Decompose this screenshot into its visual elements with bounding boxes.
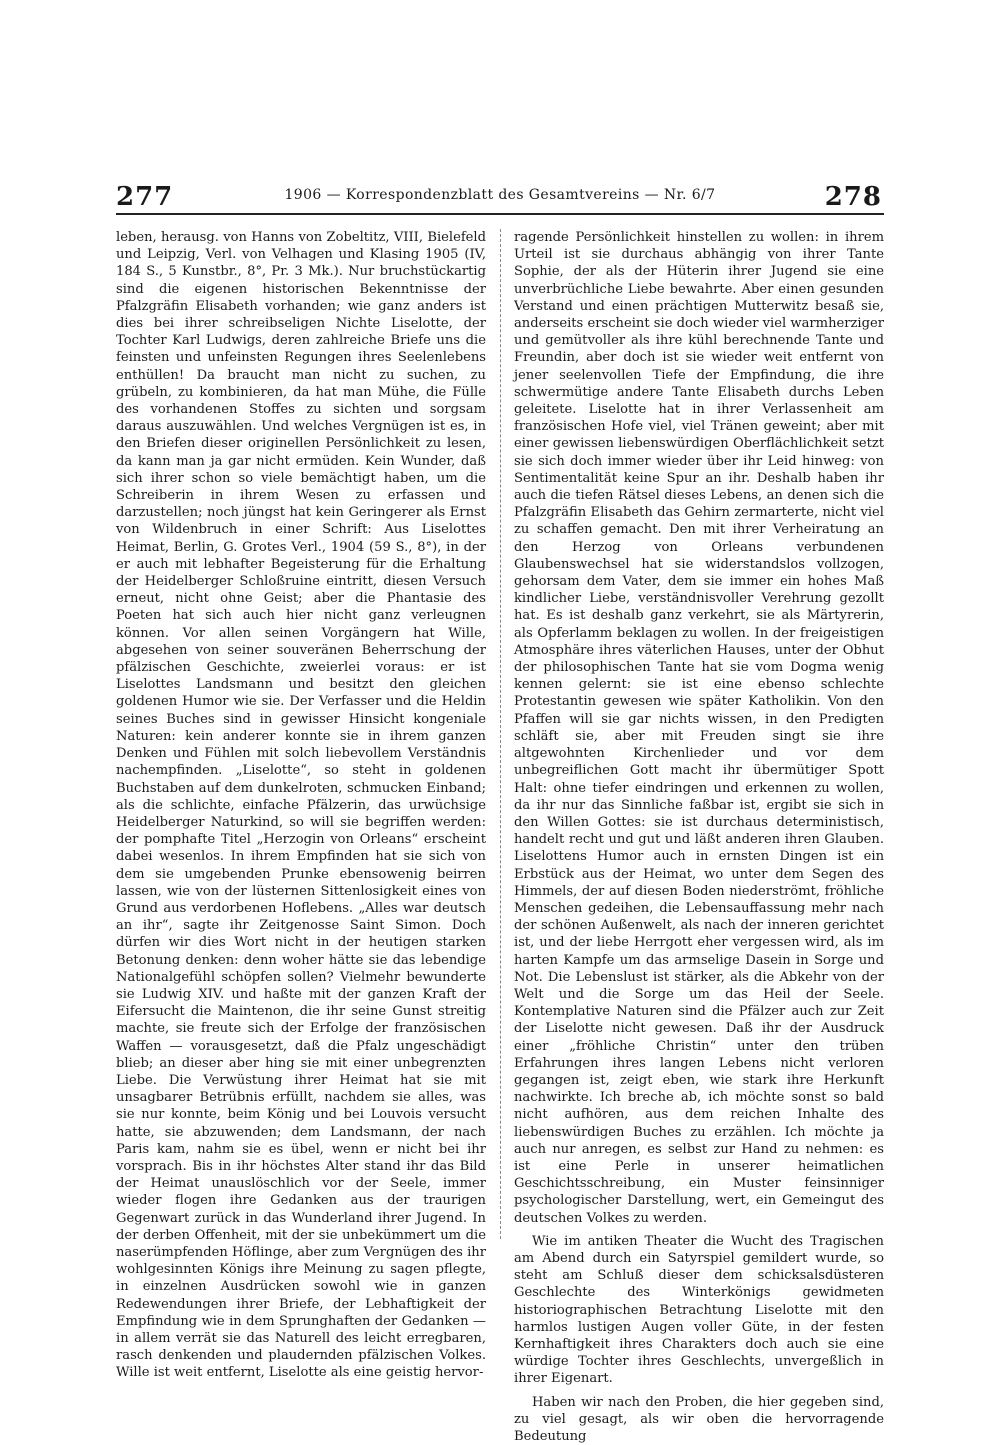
header-rule — [116, 213, 884, 215]
column-divider — [500, 229, 501, 1239]
paragraph: leben, herausg. von Hanns von Zobeltitz, VIII, Bielefeld und Leipzig, Verl. von Velhagen und Klasing 1905 (IV, 184 S., 5 Kunstbr., 8°, Pr. 3 Mk.). Nur bruchstückartig sind die eigenen historischen Bekenntnisse der Pfalzgräfin Elisabeth vorhanden; wie ganz anders ist dies bei ihrer schreibseligen Nichte Liselotte, der Tochter Karl Ludwigs, deren zahlreiche Briefe uns die feinsten und unfeinsten Regungen ihres Seelenlebens enthüllen! Da braucht man nicht zu suchen, zu grübeln, zu kombinieren, da hat man Mühe, die Fülle des vorhandenen Stoffes zu sichten und sorgsam daraus auszuwählen. Und welches Vergnügen ist es, in den Briefen dieser originellen Persönlichkeit zu lesen, da kann man ja gar nicht ermüden. Kein Wunder, daß sich ihrer schon so viele bemächtigt haben, um die Schreiberin in ihrem Wesen zu erfassen und darzustellen; noch jüngst hat kein Geringerer als Ernst von Wildenbruch in einer Schrift: Aus Liselottes Heimat, Berlin, G. Grotes Verl., 1904 (59 S., 8°), in der er auch mit lebhafter Begeisterung für die Erhaltung der Heidelberger Schloßruine eintritt, diesen Versuch erneut, nicht ohne Geist; aber die Phantasie des Poeten hat sich auch hier nicht ganz verleugnen können. Vor allen seinen Vorgängern hat Wille, abgesehen von seiner souveränen Beherrschung der pfälzischen Geschichte, zweierlei voraus: er ist Liselottes Landsmann und besitzt den gleichen goldenen Humor wie sie. Der Verfasser und die Heldin seines Buches sind in gewisser Hinsicht kongeniale Naturen: kein anderer konnte sie in ihrem ganzen Denken und Fühlen mit solch liebevollem Verständnis nachempfinden. „Liselotte“, so steht in goldenen Buchstaben auf dem dunkelroten, schmucken Einband; als die schlichte, einfache Pfälzerin, das urwüchsige Heidelberger Naturkind, so will sie begriffen werden: der pomphafte Titel „Herzogin von Orleans“ erscheint dabei wesenlos. In ihrem Empfinden hat sie sich von dem sie umgebenden Prunke ebensowenig beirren lassen, wie von der lüsternen Sittenlosigkeit eines von Grund aus verdorbenen Hoflebens. „Alles war deutsch an ihr“, sagte ihr Zeitgenosse Saint Simon. Doch dürfen wir dies Wort nicht in der heutigen starken Betonung denken: denn woher hätte sie das lebendige Nationalgefühl schöpfen sollen? Vielmehr bewunderte sie Ludwig XIV. und haßte mit der ganzen Kraft der Eifersucht die Maintenon, die ihr seine Gunst streitig machte, sie freute sich der Erfolge der französischen Waffen — vorausgesetzt, daß die Pfalz ungeschädigt blieb; an dieser aber hing sie mit einer unbegrenzten Liebe. Die Verwüstung ihrer Heimat hat sie mit unsagbarer Betrübnis erfüllt, nachdem sie alles, was sie nur konnte, beim König und bei Louvois versucht hatte, sie abzuwenden; dem Landsmann, der nach Paris kam, nahm sie es übel, wenn er nicht bei ihr vorsprach. Bis in ihr höchstes Alter stand ihr das Bild der Heimat unauslöschlich vor der Seele, immer wieder flogen ihre Gedanken aus der traurigen Gegenwart zurück in das Wunderland ihrer Jugend. In der derben Offenheit, mit der sie unbekümmert um die naserümpfenden Höflinge, aber zum Vergnügen des ihr wohlgesinnten Königs ihre Meinung zu sagen pflegte, in einzelnen Ausdrücken sowohl wie in ganzen Redewendungen ihrer Briefe, der Lebhaftigkeit der Empfindung wie in dem Sprunghaften der Gedanken — in allem verrät sie das Naturell des leicht erregbaren, rasch denkenden und plaudernden pfälzischen Volkes. Wille ist weit entfernt, Liselotte als eine geistig hervor- — [116, 230, 486, 1381]
page-number-left: 277 — [116, 182, 174, 212]
running-head: 1906 — Korrespondenzblatt des Gesamtvereins — Nr. 6/7 — [284, 187, 716, 203]
paragraph: Haben wir nach den Proben, die hier gegeben sind, zu viel gesagt, als wir oben die hervorragende Bedeutung — [514, 1394, 884, 1445]
left-column — [116, 229, 486, 1381]
page-number-right: 278 — [824, 182, 882, 212]
paragraph: Wie im antiken Theater die Wucht des Tragischen am Abend durch ein Satyrspiel gemildert wurde, so steht am Schluß dieser dem schicksalsdüsteren Geschlechte des Winterkönigs gewidmeten historiographischen Betrachtung Liselotte mit den harmlos lustigen Augen voller Güte, in der festen Kernhaftigkeit ihres Charakters doch auch sie eine würdige Tochter ihres Geschlechts, unvergeßlich in ihrer Eigenart. — [514, 1233, 884, 1387]
paragraph: ragende Persönlichkeit hinstellen zu wollen: in ihrem Urteil ist sie durchaus abhängig von ihrer Tante Sophie, der als der Hüterin ihrer Jugend sie eine unverbrüchliche Liebe bewahrte. Aber einen gesunden Verstand und einen prächtigen Mutterwitz besaß sie, anderseits erscheint sie doch wieder viel warmherziger und gemütvoller als ihre kühl berechnende Tante und Freundin, aber doch ist sie wieder weit entfernt von jener seelenvollen Tiefe der Empfindung, die ihre schwermütige andere Tante Elisabeth durchs Leben geleitete. Liselotte hat in ihrer Verlassenheit am französischen Hofe viel, viel Tränen geweint; aber mit einer gewissen liebenswürdigen Oberflächlichkeit setzt sie sich doch immer wieder über ihr Leid hinweg: von Sentimentalität keine Spur an ihr. Deshalb haben ihr auch die tiefen Rätsel dieses Lebens, an denen sich die Pfalzgräfin Elisabeth das Gehirn zermarterte, nicht viel zu schaffen gemacht. Den mit ihrer Verheiratung an den Herzog von Orleans verbundenen Glaubenswechsel hat sie widerstandslos vollzogen, gehorsam dem Vater, dem sie immer ein hohes Maß kindlicher Liebe, verständnisvoller Verehrung gezollt hat. Es ist deshalb ganz verkehrt, sie als Märtyrerin, als Opferlamm beklagen zu wollen. In der freigeistigen Atmosphäre ihres väterlichen Hauses, unter der Obhut der philosophischen Tante hat sie vom Dogma wenig kennen gelernt: sie ist eine ebenso schlechte Protestantin gewesen wie später Katholikin. Von den Pfaffen will sie gar nichts wissen, in den Predigten schläft sie, aber mit Freuden singt sie ihre altgewohnten Kirchenlieder und vor dem unbegreiflichen Gott macht ihr übermütiger Spott Halt: ohne tiefer eindringen und erkennen zu wollen, da ihr nur das Sinnliche faßbar ist, ergibt sie sich in den Willen Gottes: sie ist durchaus deterministisch, handelt recht und gut und läßt anderen ihren Glauben. Liselottens Humor auch in ernsten Dingen ist ein Erbstück aus der Heimat, wo unter dem Segen des Himmels, der auf diesen Boden niederströmt, fröhliche Menschen gedeihen, die Lebensauffassung mehr nach der schönen Außenwelt, als nach der inneren gerichtet ist, und der liebe Herrgott eher vergessen wird, als im harten Kampfe um das armselige Dasein in Sorge und Not. Die Lebenslust ist stärker, als die Abkehr von der Welt und die Sorge um das Heil der Seele. Kontemplative Naturen sind die Pfälzer auch zur Zeit der Liselotte nicht gewesen. Daß ihr der Ausdruck einer „fröhliche Christin“ unter den trüben Erfahrungen ihres langen Lebens nicht verloren gegangen ist, zeigt eben, wie stark ihre Herkunft nachwirkte. Ich breche ab, ich möchte sonst so bald nicht aufhören, aus dem reichen Inhalte des liebenswürdigen Buches zu erzählen. Ich möchte ja auch nur anregen, es selbst zur Hand zu nehmen: es ist eine Perle in unserer heimatlichen Geschichtsschreibung, ein Muster feinsinniger psychologischer Darstellung, wert, ein Gemeingut des deutschen Volkes zu werden. — [514, 230, 884, 1226]
right-column — [514, 229, 884, 1445]
